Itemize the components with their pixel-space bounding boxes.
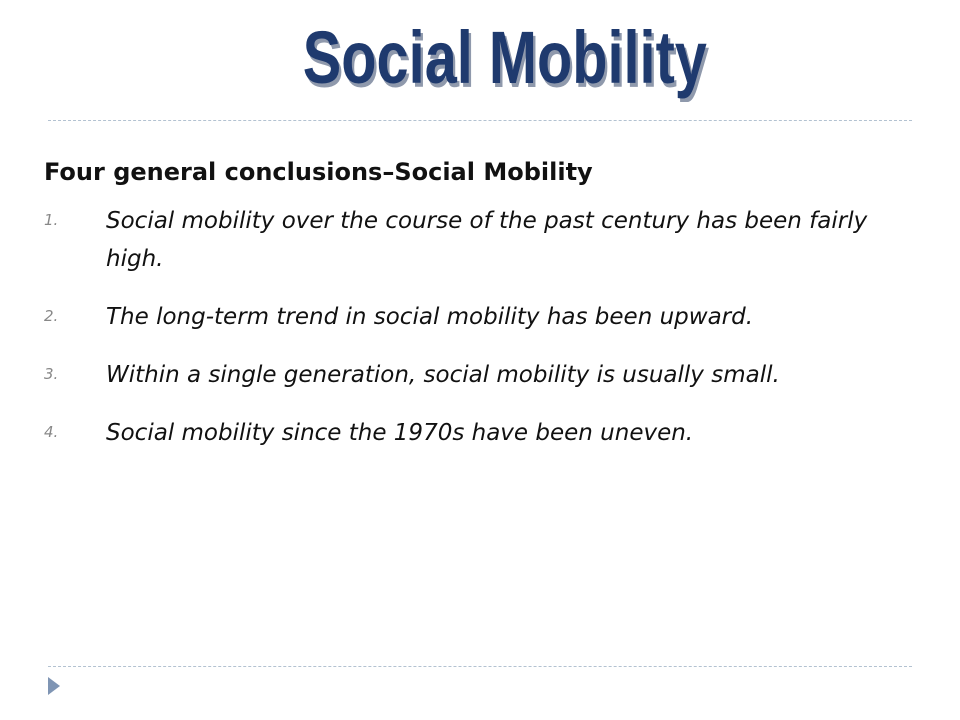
list-item-number: 4. xyxy=(44,423,59,441)
list-item-text: Within a single generation, social mobility is usually small. xyxy=(106,362,780,388)
bottom-divider xyxy=(48,666,912,667)
list-item-number: 3. xyxy=(44,365,59,383)
top-divider xyxy=(48,120,912,121)
conclusions-list xyxy=(44,202,894,472)
play-arrow-icon[interactable] xyxy=(48,677,60,695)
slide-title: Social Mobility xyxy=(302,16,707,99)
list-item xyxy=(44,298,894,336)
list-item-text: Social mobility over the course of the past century has been fairly high. xyxy=(106,208,868,272)
list-item-text: The long-term trend in social mobility has been upward. xyxy=(106,304,754,330)
list-item xyxy=(44,356,894,394)
list-item xyxy=(44,414,894,452)
content-heading: Four general conclusions–Social Mobility xyxy=(44,158,593,186)
list-item-number: 1. xyxy=(44,211,59,229)
list-item xyxy=(44,202,894,278)
list-item-number: 2. xyxy=(44,307,59,325)
list-item-text: Social mobility since the 1970s have been uneven. xyxy=(106,420,694,446)
